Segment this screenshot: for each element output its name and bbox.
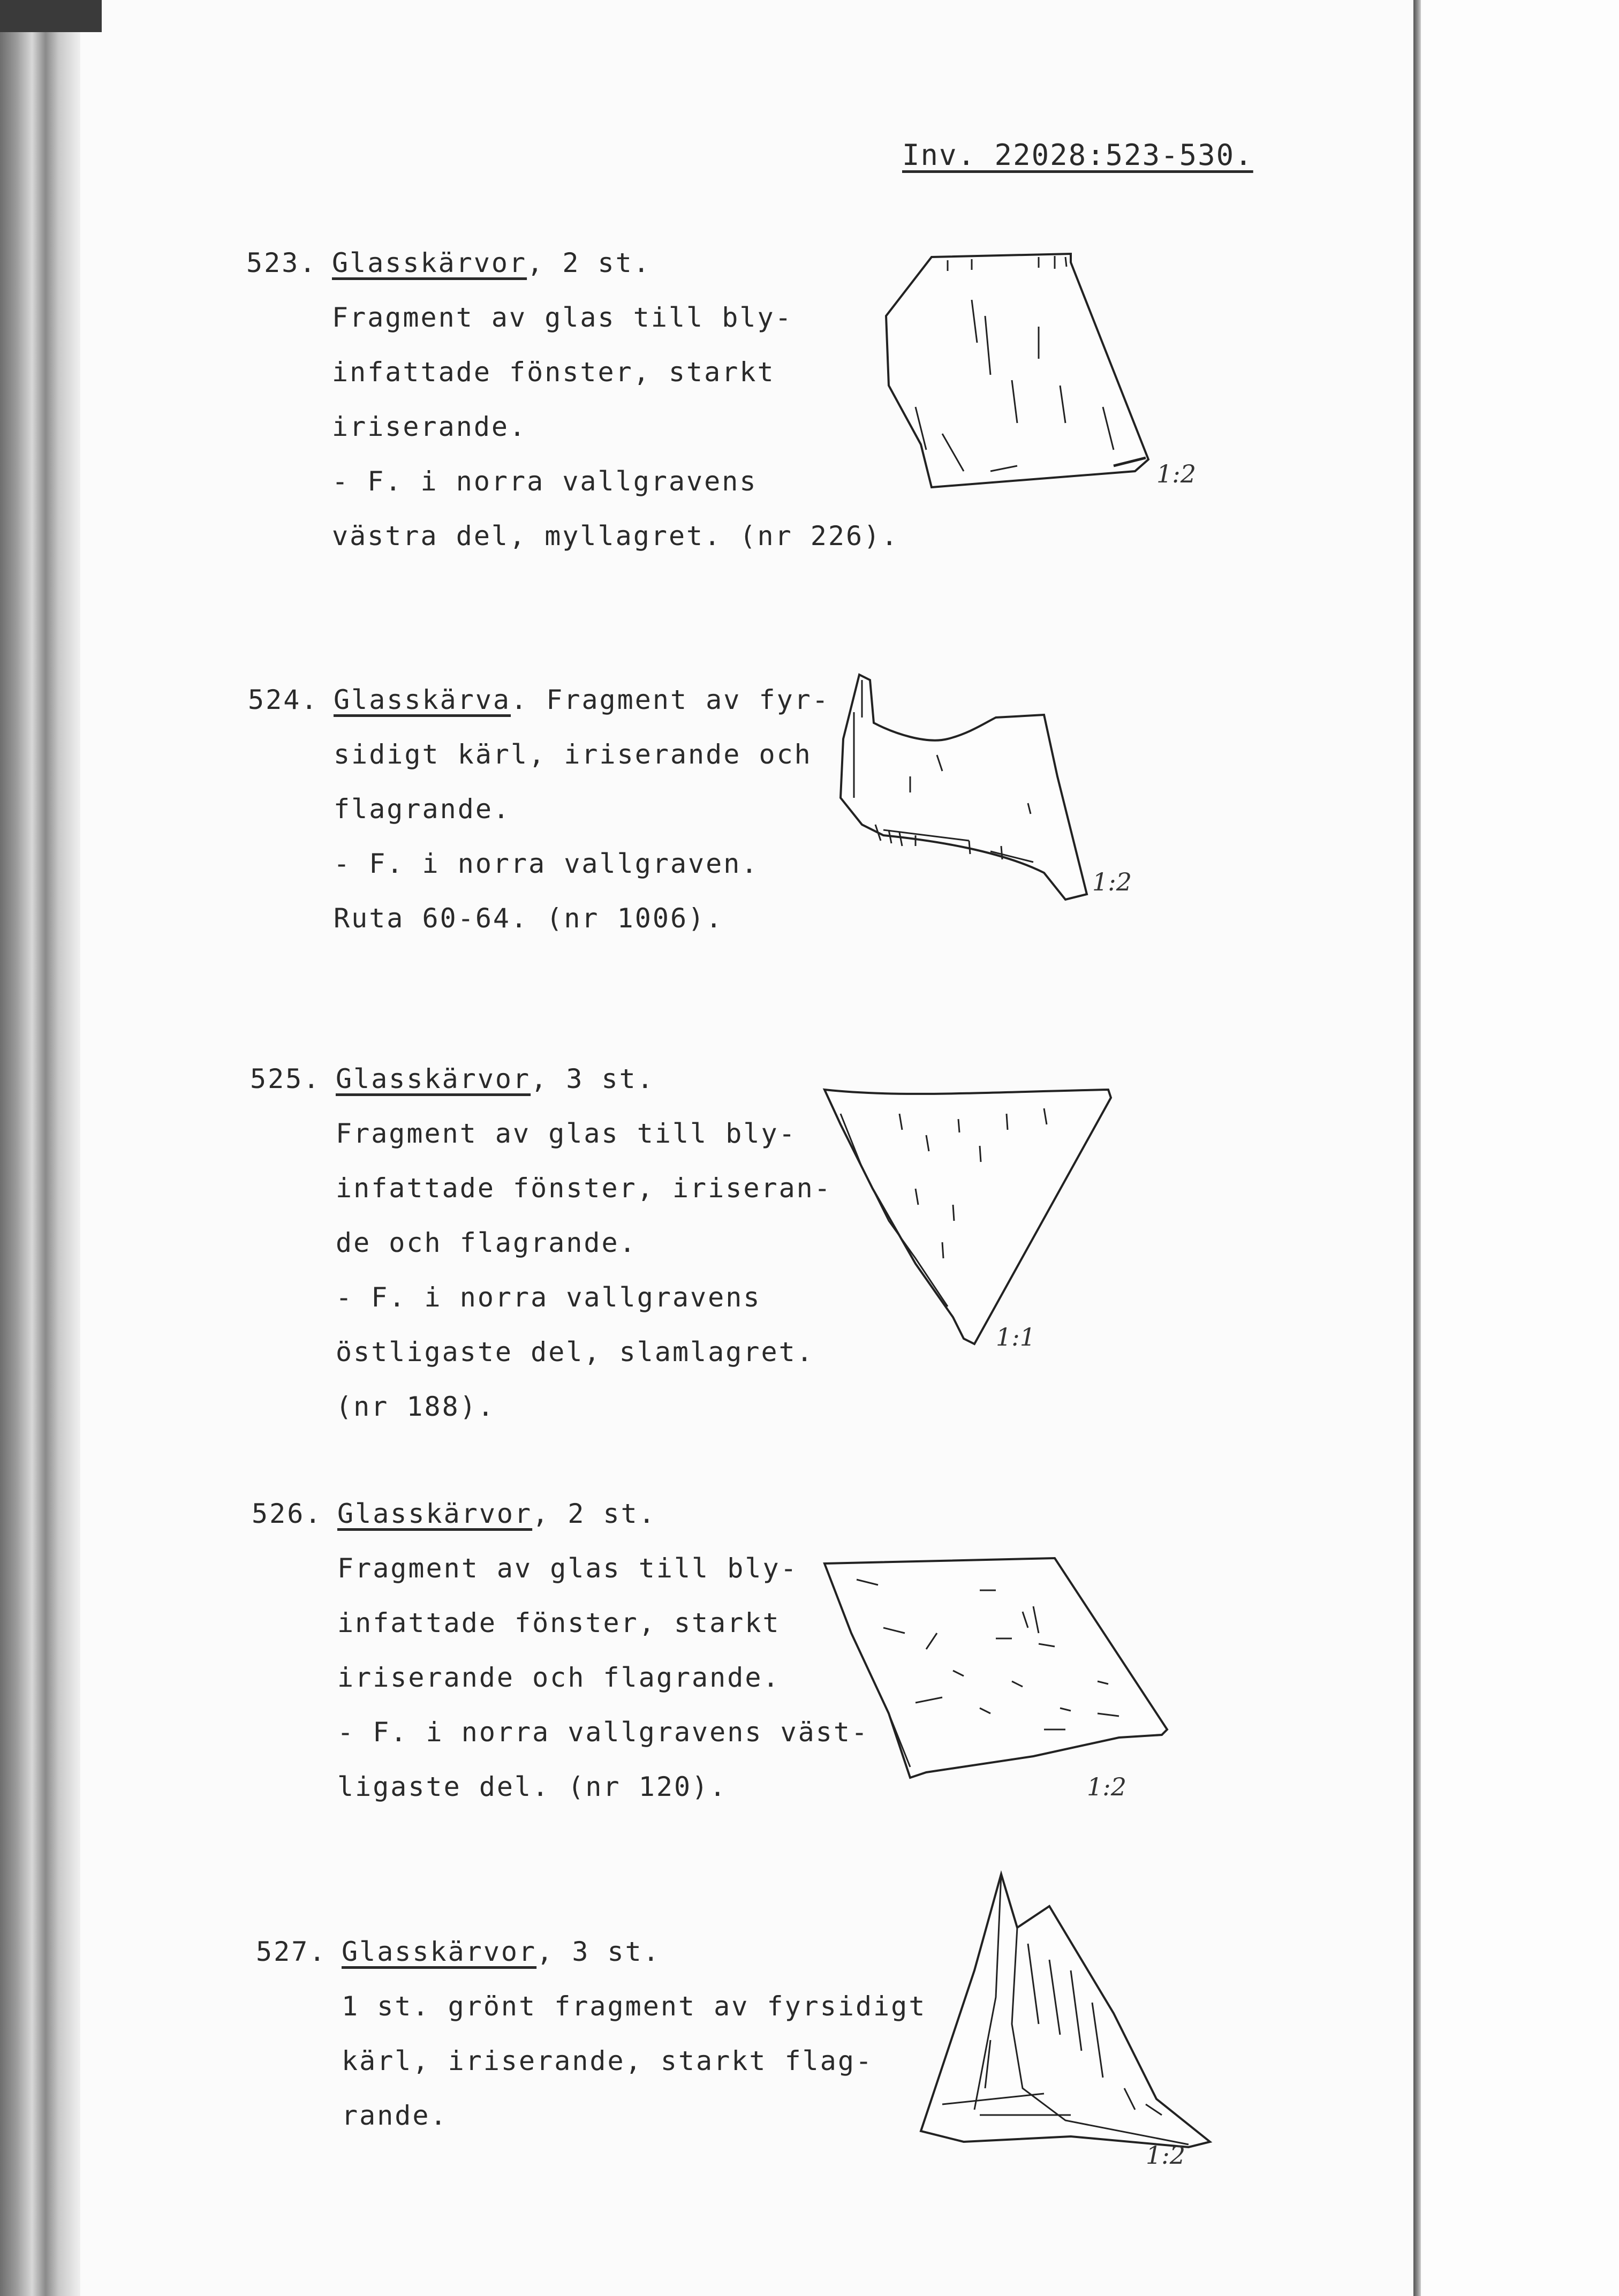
glass-fragment-drawing-527 <box>910 1863 1221 2163</box>
entry-title: Glasskärva <box>334 684 511 715</box>
entry-line: sidigt kärl, iriserande och <box>334 739 812 770</box>
entry-number: 525. <box>250 1063 321 1094</box>
scale-label-524: 1:2 <box>1092 867 1132 896</box>
scale-label-525: 1:1 <box>996 1323 1036 1351</box>
next-page-margin <box>1421 0 1619 2296</box>
entry-line: flagrande. <box>334 794 511 825</box>
glass-fragment-drawing-523 <box>878 246 1156 498</box>
entry-count: , 3 st. <box>536 1936 661 1967</box>
entry-line: - F. i norra vallgravens <box>336 1282 761 1313</box>
entry-count: , 2 st. <box>532 1498 656 1529</box>
page-edge-right <box>1413 0 1421 2296</box>
entry-line: ligaste del. (nr 120). <box>337 1771 728 1802</box>
entry-title: Glasskärvor <box>336 1063 531 1094</box>
entry-heading <box>336 1063 655 1094</box>
glass-fragment-drawing-524 <box>830 669 1098 910</box>
entry-line: Fragment av glas till bly- <box>337 1553 798 1584</box>
entry-line: (nr 188). <box>336 1391 495 1422</box>
entry-line: infattade fönster, iriseran- <box>336 1173 832 1204</box>
scale-label-527: 1:2 <box>1146 2141 1186 2170</box>
entry-title: Glasskärvor <box>342 1936 537 1967</box>
entry-number: 527. <box>256 1936 327 1967</box>
entry-heading <box>342 1936 661 1967</box>
entry-count: . Fragment av fyr- <box>511 684 830 715</box>
scale-label-523: 1:2 <box>1156 459 1197 488</box>
entry-heading <box>337 1498 656 1529</box>
entry-line: Fragment av glas till bly- <box>332 302 793 333</box>
entry-number: 523. <box>246 247 317 278</box>
glass-fragment-drawing-526 <box>819 1553 1172 1783</box>
entry-line: iriserande och flagrande. <box>337 1662 781 1693</box>
scale-label-526: 1:2 <box>1087 1772 1127 1801</box>
entry-line: infattade fönster, starkt <box>337 1607 781 1638</box>
entry-title: Glasskärvor <box>337 1498 533 1529</box>
entry-line: - F. i norra vallgravens väst- <box>337 1717 869 1748</box>
entry-title: Glasskärvor <box>332 247 527 278</box>
binder-edge-left <box>0 0 80 2296</box>
entry-heading <box>334 684 830 715</box>
entry-line: östligaste del, slamlagret. <box>336 1336 814 1368</box>
glass-fragment-drawing-525 <box>819 1082 1119 1349</box>
entry-line: - F. i norra vallgraven. <box>334 848 759 879</box>
entry-line: 1 st. grönt fragment av fyrsidigt <box>342 1991 927 2022</box>
entry-line: kärl, iriserande, starkt flag- <box>342 2045 874 2076</box>
entry-line: iriserande. <box>332 411 527 442</box>
inventory-number: Inv. 22028:523-530. <box>902 138 1253 172</box>
entry-heading <box>332 247 651 278</box>
entry-line: rande. <box>342 2100 448 2131</box>
entry-line: västra del, myllagret. (nr 226). <box>332 520 899 552</box>
entry-count: , 2 st. <box>527 247 651 278</box>
entry-line: - F. i norra vallgravens <box>332 466 758 497</box>
entry-line: infattade fönster, starkt <box>332 357 775 388</box>
entry-count: , 3 st. <box>531 1063 655 1094</box>
entry-line: Fragment av glas till bly- <box>336 1118 797 1149</box>
entry-number: 526. <box>252 1498 323 1529</box>
entry-number: 524. <box>248 684 319 715</box>
entry-line: Ruta 60-64. (nr 1006). <box>334 903 724 934</box>
binder-clip <box>0 0 102 32</box>
entry-line: de och flagrande. <box>336 1227 637 1258</box>
